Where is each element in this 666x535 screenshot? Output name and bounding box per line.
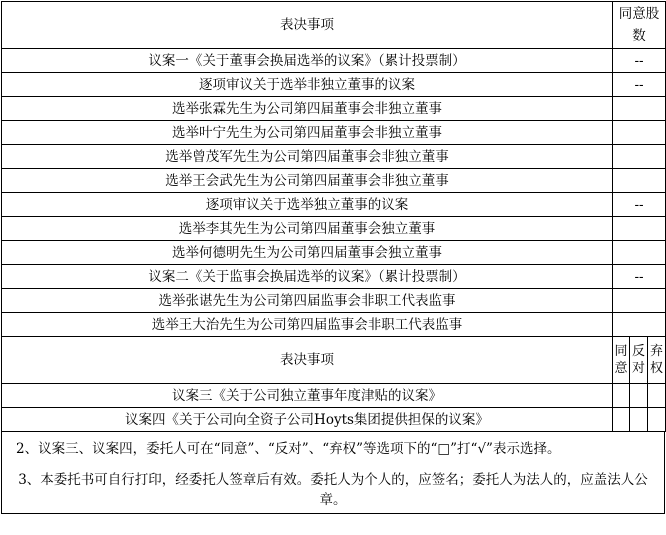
agree-shares-cell[interactable]	[613, 121, 666, 145]
header-oppose: 反对	[630, 337, 648, 384]
agree-shares-cell[interactable]	[613, 289, 666, 313]
resolution-item: 选举王会武先生为公司第四届董事会非独立董事	[2, 169, 613, 193]
agree-shares-cell[interactable]	[613, 241, 666, 265]
table-row	[2, 73, 666, 97]
resolution-item: 选举张谌先生为公司第四届监事会非职工代表监事	[2, 289, 613, 313]
table-row	[2, 313, 666, 337]
table-row	[2, 265, 666, 289]
table-row	[2, 49, 666, 73]
table-row	[2, 384, 666, 408]
agree-shares-cell[interactable]: --	[613, 265, 666, 289]
table-header-row	[2, 337, 666, 384]
table-row	[2, 169, 666, 193]
agree-shares-cell[interactable]: --	[613, 193, 666, 217]
resolution-item: 逐项审议关于选举独立董事的议案	[2, 193, 613, 217]
table-row	[2, 217, 666, 241]
abstain-cell[interactable]	[648, 408, 666, 432]
agree-shares-cell[interactable]	[613, 217, 666, 241]
resolution-item: 选举王大治先生为公司第四届监事会非职工代表监事	[2, 313, 613, 337]
resolution-item: 议案二《关于监事会换届选举的议案》（累计投票制）	[2, 265, 613, 289]
resolution-item: 选举张霖先生为公司第四届董事会非独立董事	[2, 97, 613, 121]
table-row	[2, 145, 666, 169]
agree-shares-cell[interactable]	[613, 169, 666, 193]
oppose-cell[interactable]	[630, 384, 648, 408]
agree-cell[interactable]	[613, 408, 630, 432]
table-row	[2, 408, 666, 432]
agree-shares-cell[interactable]	[613, 97, 666, 121]
standard-voting-table	[1, 336, 666, 432]
resolution-item: 议案一《关于董事会换届选举的议案》（累计投票制）	[2, 49, 613, 73]
note-3: 3、本委托书可自行打印，经委托人签章后有效。委托人为个人的，应签名；委托人为法人的，应盖法人公章。	[18, 472, 648, 508]
table-row	[2, 97, 666, 121]
resolution-item: 逐项审议关于选举非独立董事的议案	[2, 73, 613, 97]
agree-shares-cell[interactable]	[613, 313, 666, 337]
note-2: 2、议案三、议案四，委托人可在“同意”、“反对”、“弃权”等选项下的“□”打“√”表示选择。	[16, 441, 561, 457]
cumulative-voting-table	[1, 1, 666, 337]
resolution-item: 选举何德明先生为公司第四届董事会独立董事	[2, 241, 613, 265]
agree-cell[interactable]	[613, 384, 630, 408]
header-item-label: 表决事项	[2, 2, 613, 49]
header-agree: 同意	[613, 337, 630, 384]
agree-shares-cell[interactable]: --	[613, 49, 666, 73]
header-agree-shares: 同意股数	[613, 2, 666, 49]
resolution-item: 选举叶宁先生为公司第四届董事会非独立董事	[2, 121, 613, 145]
resolution-item: 议案四《关于公司向全资子公司Hoyts集团提供担保的议案》	[2, 408, 613, 432]
table-row	[2, 289, 666, 313]
table-row	[2, 193, 666, 217]
header-item-label: 表决事项	[2, 337, 613, 384]
proxy-form	[1, 1, 665, 534]
abstain-cell[interactable]	[648, 384, 666, 408]
agree-shares-cell[interactable]: --	[613, 73, 666, 97]
resolution-item: 选举曾茂军先生为公司第四届董事会非独立董事	[2, 145, 613, 169]
resolution-item: 议案三《关于公司独立董事年度津贴的议案》	[2, 384, 613, 408]
table-header-row	[2, 2, 666, 49]
agree-shares-cell[interactable]	[613, 145, 666, 169]
notes-section	[1, 432, 665, 514]
oppose-cell[interactable]	[630, 408, 648, 432]
table-row	[2, 121, 666, 145]
header-abstain: 弃权	[648, 337, 666, 384]
table-row	[2, 241, 666, 265]
resolution-item: 选举李其先生为公司第四届董事会独立董事	[2, 217, 613, 241]
